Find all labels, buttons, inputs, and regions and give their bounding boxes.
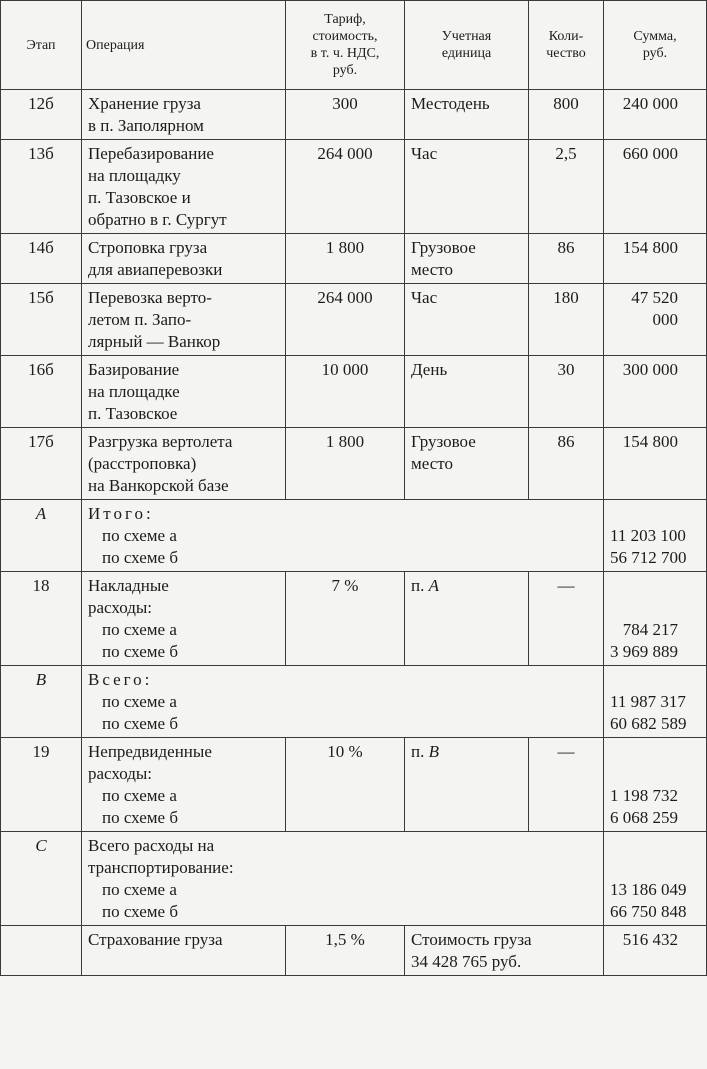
header-unit: Учетная единица [405,1,529,90]
header-row [1,1,707,90]
row-stage: 15б [1,284,82,356]
row-quantity: 86 [529,234,604,284]
row-tariff: 1,5 % [286,926,405,976]
row-operation: Всего: по схеме а по схеме б [82,666,604,738]
row-unit: Грузовое место [405,234,529,284]
table-row [1,234,707,284]
row-unit: Грузовое место [405,428,529,500]
row-operation: Строповка груза для авиаперевозки [82,234,286,284]
row-quantity: 2,5 [529,140,604,234]
table-row [1,572,707,666]
row-stage: 17б [1,428,82,500]
header-tariff: Тариф, стоимость, в т. ч. НДС, руб. [286,1,405,90]
row-sum: 516 432 [604,926,707,976]
row-stage: В [1,666,82,738]
row-sum: 154 800 [604,428,707,500]
row-unit: День [405,356,529,428]
row-tariff: 264 000 [286,140,405,234]
row-quantity: — [529,572,604,666]
row-sum: 47 520 000 [604,284,707,356]
table-row [1,738,707,832]
row-operation: Непредвиденные расходы: по схеме а по схеме б [82,738,286,832]
header-sum: Сумма, руб. [604,1,707,90]
row-stage: 18 [1,572,82,666]
row-tariff: 300 [286,90,405,140]
table-row [1,284,707,356]
total-row-a [1,500,707,572]
row-tariff: 264 000 [286,284,405,356]
row-sum: 660 000 [604,140,707,234]
row-sum: 11 203 100 56 712 700 [604,500,707,572]
row-stage: 19 [1,738,82,832]
row-operation: Разгрузка вертолета (расстроповка) на Ванкорской базе [82,428,286,500]
row-operation: Базирование на площадке п. Тазовское [82,356,286,428]
header-operation: Операция [82,1,286,90]
row-stage: 16б [1,356,82,428]
row-stage [1,926,82,976]
table-row [1,428,707,500]
total-row-b [1,666,707,738]
row-sum: 240 000 [604,90,707,140]
row-stage: 13б [1,140,82,234]
row-stage: 12б [1,90,82,140]
row-sum: 13 186 049 66 750 848 [604,832,707,926]
row-sum: 300 000 [604,356,707,428]
row-quantity: 800 [529,90,604,140]
table-row [1,90,707,140]
row-stage: А [1,500,82,572]
row-unit: Местодень [405,90,529,140]
row-unit: п. В [405,738,529,832]
row-tariff: 10 000 [286,356,405,428]
row-sum: 1 198 732 6 068 259 [604,738,707,832]
row-operation: Итого: по схеме а по схеме б [82,500,604,572]
row-quantity: 30 [529,356,604,428]
row-sum: 154 800 [604,234,707,284]
row-sum: 11 987 317 60 682 589 [604,666,707,738]
row-unit: п. А [405,572,529,666]
header-stage: Этап [1,1,82,90]
row-unit: Час [405,284,529,356]
row-quantity: — [529,738,604,832]
row-tariff: 7 % [286,572,405,666]
row-operation: Накладные расходы: по схеме а по схеме б [82,572,286,666]
row-tariff: 1 800 [286,234,405,284]
row-operation: Страхование груза [82,926,286,976]
row-tariff: 10 % [286,738,405,832]
table-row [1,356,707,428]
row-unit: Час [405,140,529,234]
table-row [1,140,707,234]
row-unit: Стоимость груза 34 428 765 руб. [405,926,604,976]
row-tariff: 1 800 [286,428,405,500]
header-quantity: Коли- чество [529,1,604,90]
total-row-c [1,832,707,926]
row-operation: Перебазирование на площадку п. Тазовское и обратно в г. Сургут [82,140,286,234]
insurance-row [1,926,707,976]
row-sum: 784 217 3 969 889 [604,572,707,666]
row-operation: Всего расходы на транспортирование: по схеме а по схеме б [82,832,604,926]
row-stage: 14б [1,234,82,284]
row-stage: С [1,832,82,926]
row-quantity: 180 [529,284,604,356]
row-operation: Хранение груза в п. Заполярном [82,90,286,140]
row-quantity: 86 [529,428,604,500]
row-operation: Перевозка верто- летом п. Запо- лярный — Ванкор [82,284,286,356]
